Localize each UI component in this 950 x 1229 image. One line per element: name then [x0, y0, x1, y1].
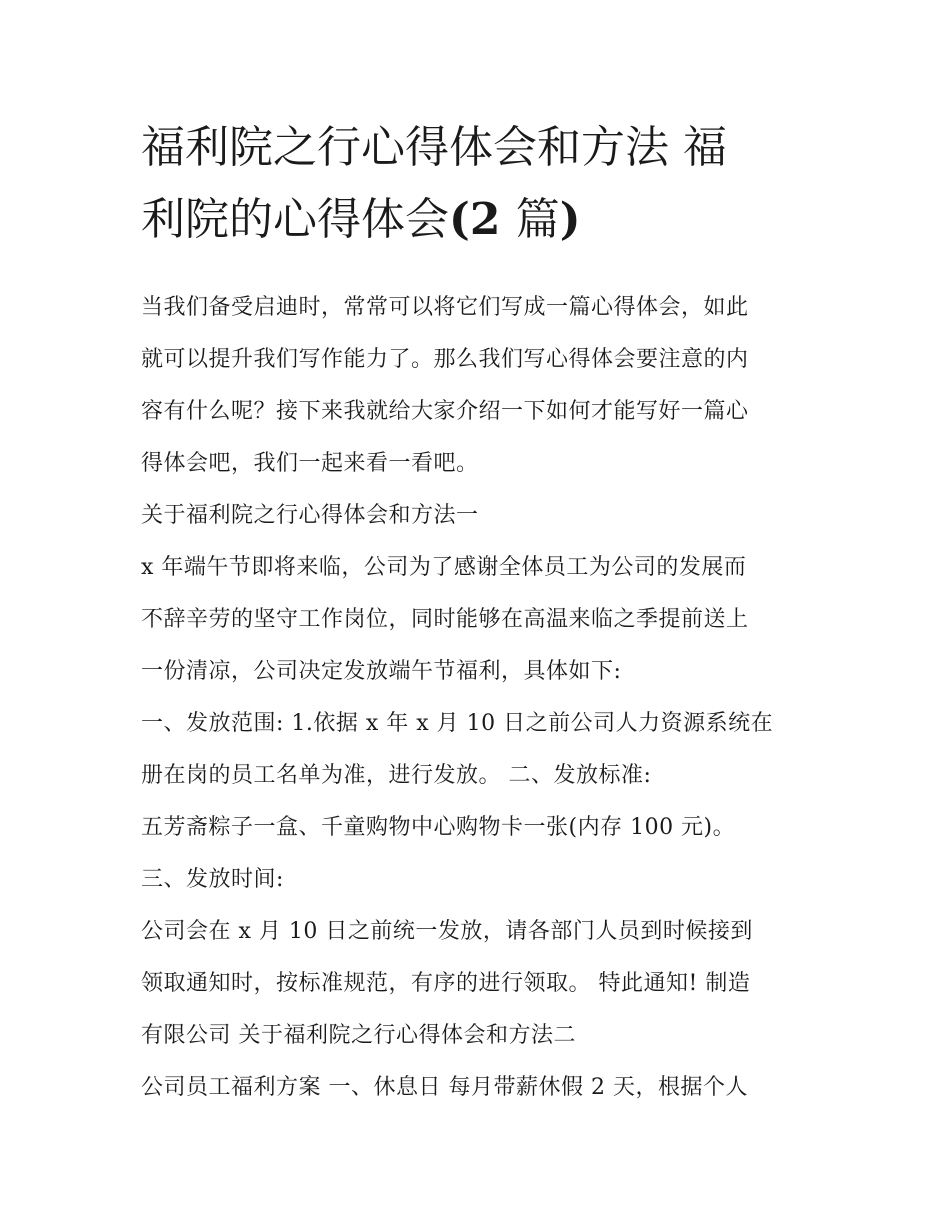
section-heading: 关于福利院之行心得体会和方法一	[141, 503, 479, 528]
document-page	[141, 112, 821, 1114]
text-line: 公司员工福利方案 一、休息日 每月带薪休假 2 天，根据个人	[141, 1075, 748, 1100]
document-body	[141, 282, 821, 1114]
text-line: 一、发放范围: 1.依据 x 年 x 月 10 日之前公司人力资源系统在	[141, 711, 774, 736]
text-line: 公司会在 x 月 10 日之前统一发放，请各部门人员到时候接到	[141, 919, 753, 944]
title-line-2-count: (2	[449, 194, 516, 245]
text-line: 领取通知时，按标准规范，有序的进行领取。 特此通知! 制造	[141, 971, 751, 996]
text-line: 有限公司 关于福利院之行心得体会和方法二	[141, 1023, 576, 1048]
text-line: 得体会吧，我们一起来看一看吧。	[141, 451, 479, 476]
text-line: 一份清凉，公司决定发放端午节福利，具体如下:	[141, 659, 622, 684]
text-line: 当我们备受启迪时，常常可以将它们写成一篇心得体会，如此	[141, 295, 749, 320]
text-line: x 年端午节即将来临，公司为了感谢全体员工为公司的发展而	[141, 555, 747, 580]
text-line: 册在岗的员工名单为准，进行发放。 二、发放标准:	[141, 763, 652, 788]
title-line-1: 福利院之行心得体会和方法 福	[141, 122, 727, 173]
text-line: 不辞辛劳的坚守工作岗位，同时能够在高温来临之季提前送上	[141, 607, 749, 632]
text-line: 三、发放时间:	[141, 867, 284, 892]
text-line: 五芳斋粽子一盒、千童购物中心购物卡一张(内存 100 元)。	[141, 815, 736, 840]
title-line-2-unit: 篇	[515, 194, 560, 245]
title-line-2-close: )	[559, 194, 581, 245]
document-title	[141, 112, 821, 256]
text-line: 就可以提升我们写作能力了。那么我们写心得体会要注意的内	[141, 347, 749, 372]
text-line: 容有什么呢？接下来我就给大家介绍一下如何才能写好一篇心	[141, 399, 749, 424]
title-line-2-text: 利院的心得体会	[141, 194, 449, 245]
